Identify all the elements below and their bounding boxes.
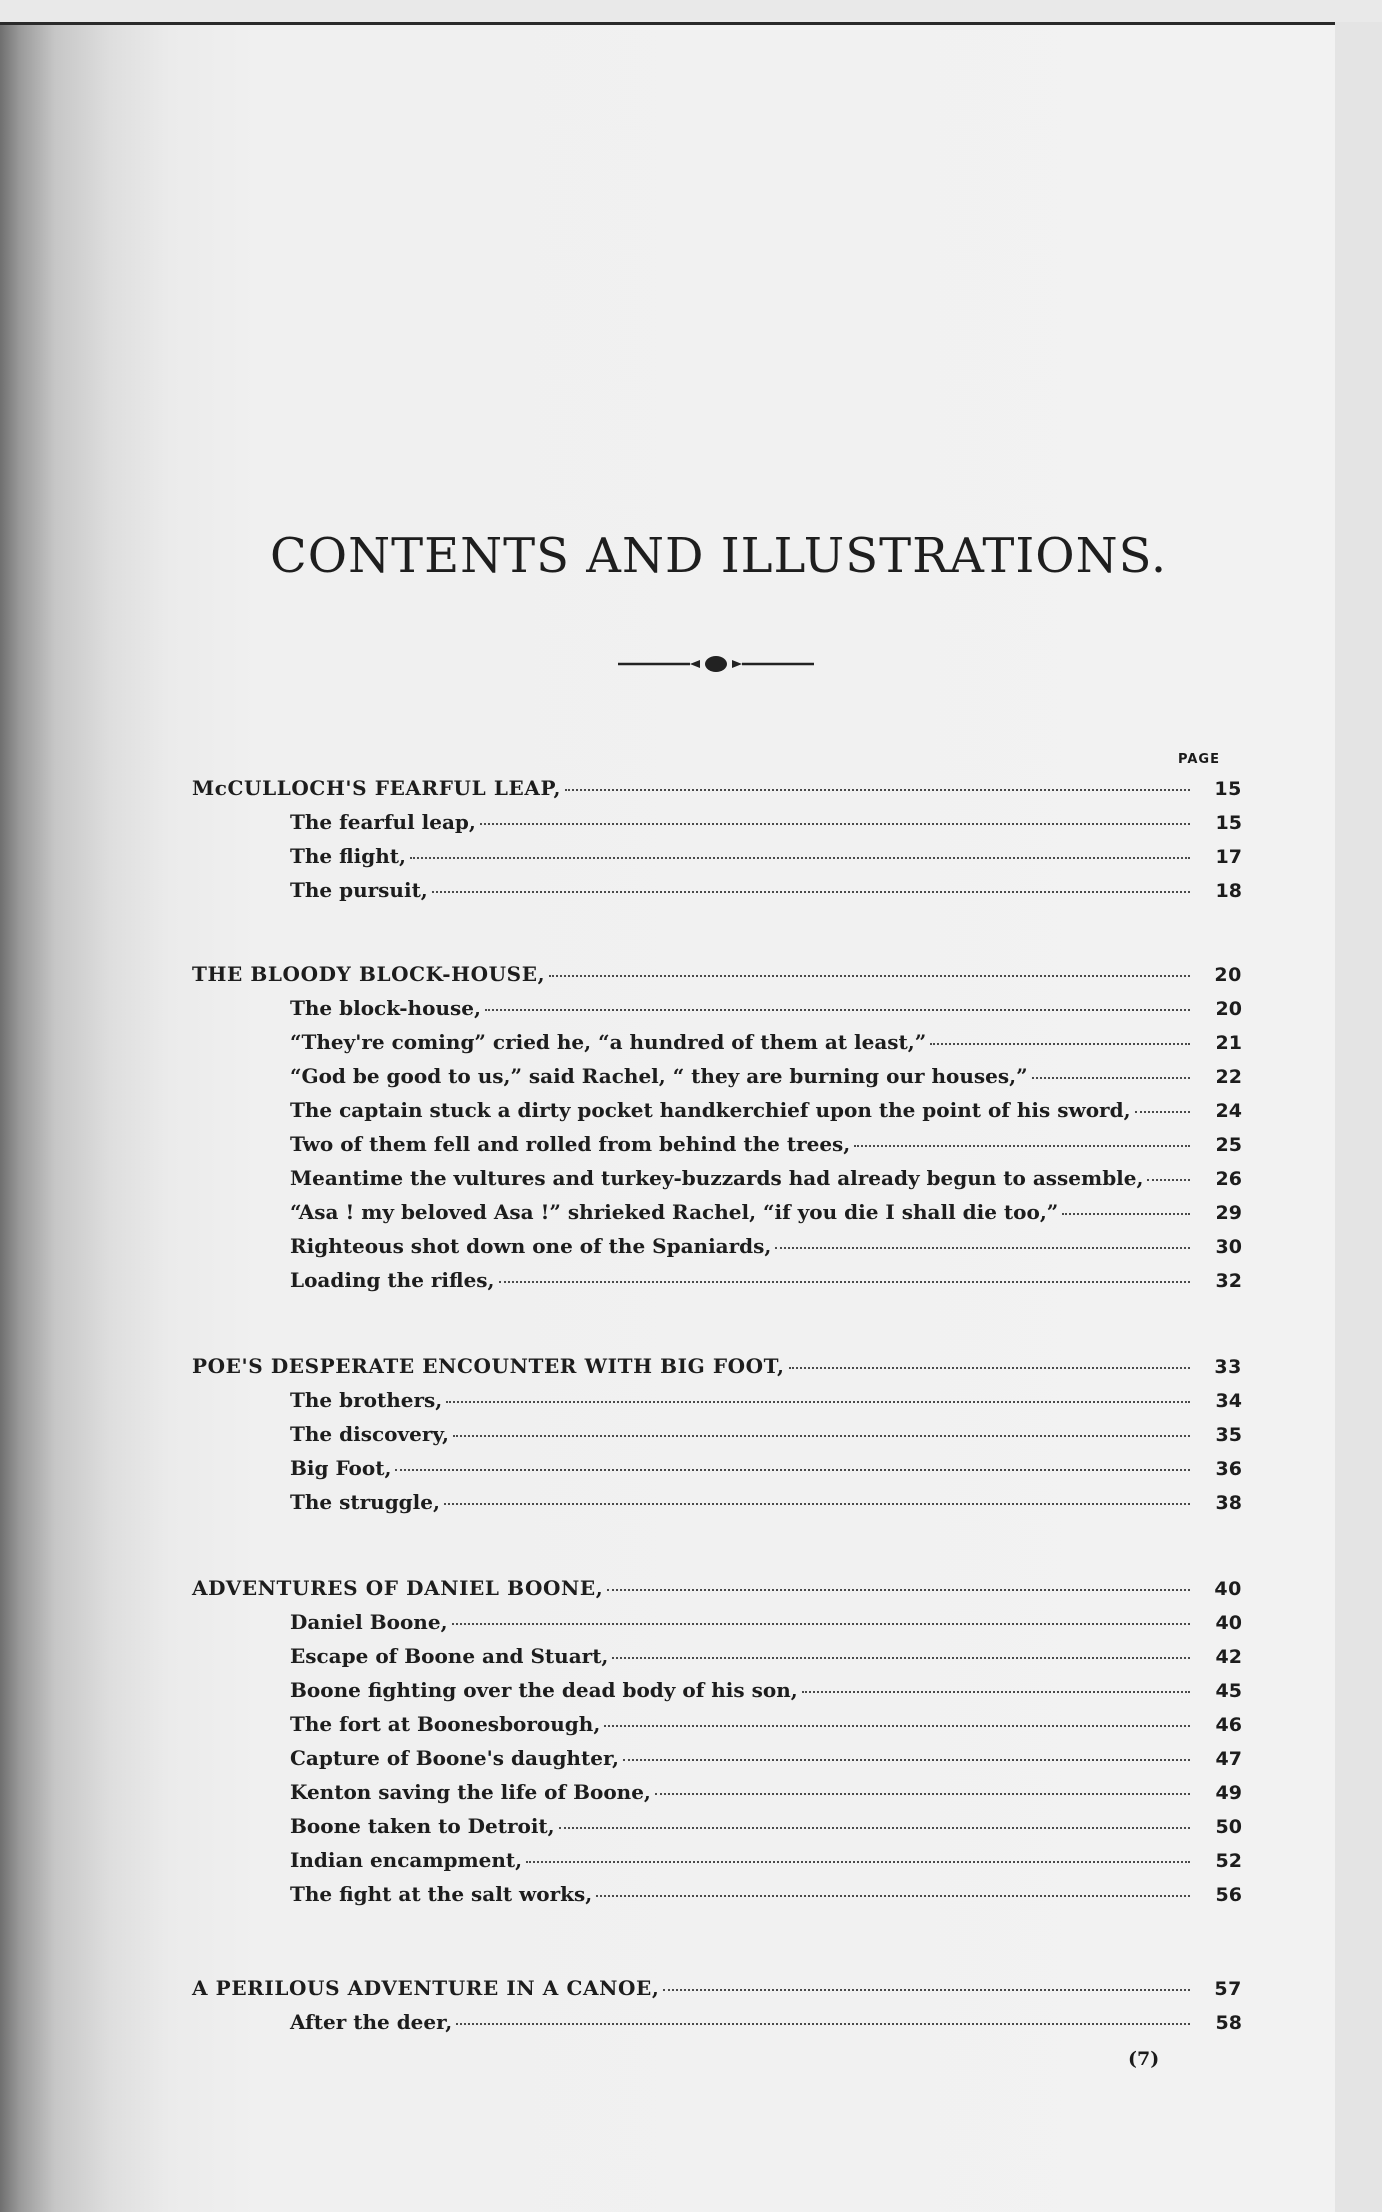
section-title: THE BLOODY BLOCK-HOUSE, [192, 962, 546, 986]
toc-entry [290, 1268, 1242, 1292]
entry-title: The fort at Boonesborough, [290, 1712, 601, 1736]
leader-dots [559, 1827, 1190, 1829]
page-number: 20 [1215, 998, 1242, 1020]
toc-entry [290, 1456, 1242, 1480]
toc-entry [290, 1098, 1242, 1122]
page-number: 46 [1215, 1714, 1242, 1736]
leader-dots [607, 1589, 1190, 1591]
page-number: 21 [1215, 1032, 1242, 1054]
leader-dots [453, 1435, 1190, 1437]
entry-title: The block-house, [290, 996, 481, 1020]
leader-dots [596, 1895, 1190, 1897]
toc-entry [290, 1712, 1242, 1736]
page-number: 18 [1215, 880, 1242, 902]
leader-dots [1147, 1179, 1190, 1181]
entry-title: Boone taken to Detroit, [290, 1814, 555, 1838]
toc-entry [290, 1200, 1242, 1224]
toc-entry [290, 1234, 1242, 1258]
toc-entry [290, 1166, 1242, 1190]
toc-entry [290, 1422, 1242, 1446]
leader-dots [526, 1861, 1190, 1863]
entry-title: Loading the rifles, [290, 1268, 495, 1292]
page-number: 49 [1215, 1782, 1242, 1804]
page-number: 29 [1215, 1202, 1242, 1224]
entry-title: The fight at the salt works, [290, 1882, 593, 1906]
entry-title: The pursuit, [290, 878, 428, 902]
entry-title: Boone fighting over the dead body of his son, [290, 1678, 798, 1702]
entry-title: Big Foot, [290, 1456, 392, 1480]
entry-title: The discovery, [290, 1422, 450, 1446]
toc-entry [290, 1848, 1242, 1872]
leader-dots [802, 1691, 1190, 1693]
page-number: 17 [1215, 846, 1242, 868]
leader-dots [395, 1469, 1190, 1471]
toc-section-heading [192, 962, 1242, 986]
leader-dots [1135, 1111, 1190, 1113]
leader-dots [410, 857, 1190, 859]
toc-entry [290, 1644, 1242, 1668]
page-number: 34 [1215, 1390, 1242, 1412]
leader-dots [789, 1367, 1190, 1369]
page-number: 20 [1214, 964, 1242, 986]
leader-dots [499, 1281, 1190, 1283]
toc-entry [290, 1678, 1242, 1702]
entry-title: “Asa ! my beloved Asa !” shrieked Rachel, “if you die I shall die too,” [290, 1200, 1059, 1224]
leader-dots [854, 1145, 1190, 1147]
page-number: 50 [1215, 1816, 1242, 1838]
toc-entry [290, 1030, 1242, 1054]
page-number: 56 [1215, 1884, 1242, 1906]
page-number: 15 [1215, 812, 1242, 834]
entry-title: Kenton saving the life of Boone, [290, 1780, 651, 1804]
section-title: POE'S DESPERATE ENCOUNTER WITH BIG FOOT, [192, 1354, 785, 1378]
page-number: 40 [1214, 1578, 1242, 1600]
page-number: 33 [1214, 1356, 1242, 1378]
page-title: CONTENTS AND ILLUSTRATIONS. [270, 528, 1168, 584]
toc-entry [290, 1746, 1242, 1770]
page-number: 47 [1215, 1748, 1242, 1770]
toc-entry [290, 1132, 1242, 1156]
leader-dots [456, 2023, 1190, 2025]
toc-entry [290, 1610, 1242, 1634]
leader-dots [623, 1759, 1190, 1761]
toc-entry [290, 2010, 1242, 2034]
leader-dots [446, 1401, 1190, 1403]
toc-entry [290, 810, 1242, 834]
entry-title: The brothers, [290, 1388, 443, 1412]
entry-title: Daniel Boone, [290, 1610, 448, 1634]
toc-entry [290, 844, 1242, 868]
toc-entry [290, 1882, 1242, 1906]
entry-title: The captain stuck a dirty pocket handkerchief upon the point of his sword, [290, 1098, 1131, 1122]
entry-title: Righteous shot down one of the Spaniards, [290, 1234, 772, 1258]
page-number: 25 [1215, 1134, 1242, 1156]
entry-title: The struggle, [290, 1490, 440, 1514]
leader-dots [655, 1793, 1190, 1795]
toc-section-heading [192, 776, 1242, 800]
entry-title: After the deer, [290, 2010, 453, 2034]
toc-entry [290, 996, 1242, 1020]
entry-title: Escape of Boone and Stuart, [290, 1644, 609, 1668]
entry-title: “They're coming” cried he, “a hundred of them at least,” [290, 1030, 927, 1054]
page-number: 40 [1215, 1612, 1242, 1634]
page-folio: (7) [1128, 2048, 1160, 2070]
page-number: 22 [1215, 1066, 1242, 1088]
leader-dots [444, 1503, 1190, 1505]
leader-dots [930, 1043, 1190, 1045]
page-number: 36 [1215, 1458, 1242, 1480]
page-number: 24 [1215, 1100, 1242, 1122]
entry-title: “God be good to us,” said Rachel, “ they are burning our houses,” [290, 1064, 1028, 1088]
page-number: 15 [1214, 778, 1242, 800]
page-number: 26 [1215, 1168, 1242, 1190]
entry-title: Indian encampment, [290, 1848, 523, 1872]
page-number: 42 [1215, 1646, 1242, 1668]
toc-entry [290, 1814, 1242, 1838]
page-number: 52 [1215, 1850, 1242, 1872]
entry-title: Two of them fell and rolled from behind the trees, [290, 1132, 851, 1156]
entry-title: Meantime the vultures and turkey-buzzards had already begun to assemble, [290, 1166, 1144, 1190]
leader-dots [549, 975, 1190, 977]
leader-dots [612, 1657, 1190, 1659]
leader-dots [480, 823, 1190, 825]
toc-section-heading [192, 1976, 1242, 2000]
page-number: 35 [1215, 1424, 1242, 1446]
page-number: 38 [1215, 1492, 1242, 1514]
page-number: 32 [1215, 1270, 1242, 1292]
entry-title: The fearful leap, [290, 810, 476, 834]
toc-entry [290, 1490, 1242, 1514]
toc-entry [290, 1388, 1242, 1412]
toc-section-heading [192, 1576, 1242, 1600]
page-number: 45 [1215, 1680, 1242, 1702]
section-title: McCULLOCH'S FEARFUL LEAP, [192, 776, 562, 800]
entry-title: Capture of Boone's daughter, [290, 1746, 619, 1770]
toc-entry [290, 1780, 1242, 1804]
toc-entry [290, 1064, 1242, 1088]
leader-dots [1062, 1213, 1190, 1215]
page-number: 30 [1215, 1236, 1242, 1258]
leader-dots [565, 789, 1190, 791]
page-column-heading: PAGE [1178, 752, 1220, 767]
leader-dots [452, 1623, 1190, 1625]
leader-dots [1032, 1077, 1190, 1079]
page-number: 57 [1214, 1978, 1242, 2000]
page-number: 58 [1215, 2012, 1242, 2034]
leader-dots [604, 1725, 1190, 1727]
section-title: ADVENTURES OF DANIEL BOONE, [192, 1576, 604, 1600]
leader-dots [432, 891, 1190, 893]
leader-dots [485, 1009, 1190, 1011]
entry-title: The flight, [290, 844, 406, 868]
leader-dots [775, 1247, 1190, 1249]
toc-entry [290, 878, 1242, 902]
leader-dots [663, 1989, 1190, 1991]
toc-section-heading [192, 1354, 1242, 1378]
section-title: A PERILOUS ADVENTURE IN A CANOE, [192, 1976, 660, 2000]
